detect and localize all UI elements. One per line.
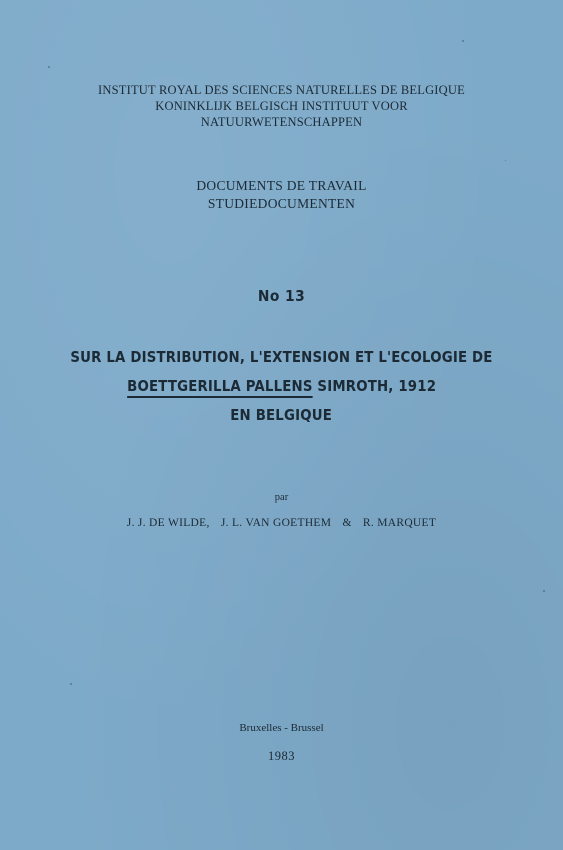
paper-speck	[70, 683, 72, 685]
institution-block	[0, 82, 563, 130]
series-block	[0, 177, 563, 213]
institution-name-nl: KONINKLIJK BELGISCH INSTITUUT VOOR	[155, 99, 408, 113]
title-line-1: SUR LA DISTRIBUTION, L'EXTENSION ET L'ECOLOGIE DE	[70, 348, 493, 366]
author-2: J. L. VAN GOETHEM	[220, 517, 332, 529]
author-ampersand: &	[342, 517, 352, 529]
title-species-name: BOETTGERILLA PALLENS	[126, 377, 313, 395]
document-title	[0, 343, 563, 430]
authors-line	[0, 517, 563, 529]
document-number: No 13	[257, 287, 306, 305]
paper-speck	[543, 590, 545, 592]
title-line-2-rest: SIMROTH, 1912	[312, 377, 436, 395]
institution-name-nl-cont: NATUURWETENSCHAPPEN	[200, 115, 363, 129]
publication-place: Bruxelles - Brussel	[239, 722, 324, 734]
institution-name-fr: INSTITUT ROYAL DES SCIENCES NATURELLES DE BELGIQUE	[98, 83, 465, 97]
paper-speck	[48, 66, 50, 68]
series-name-nl: STUDIEDOCUMENTEN	[207, 196, 356, 211]
by-label: par	[274, 492, 289, 503]
author-1: J. J. DE WILDE,	[126, 517, 210, 529]
paper-speck	[462, 40, 464, 42]
publication-year: 1983	[268, 749, 295, 763]
title-line-3: EN BELGIQUE	[230, 406, 333, 424]
series-name-fr: DOCUMENTS DE TRAVAIL	[196, 178, 367, 193]
author-3: R. MARQUET	[362, 517, 437, 529]
paper-speck	[505, 160, 506, 161]
